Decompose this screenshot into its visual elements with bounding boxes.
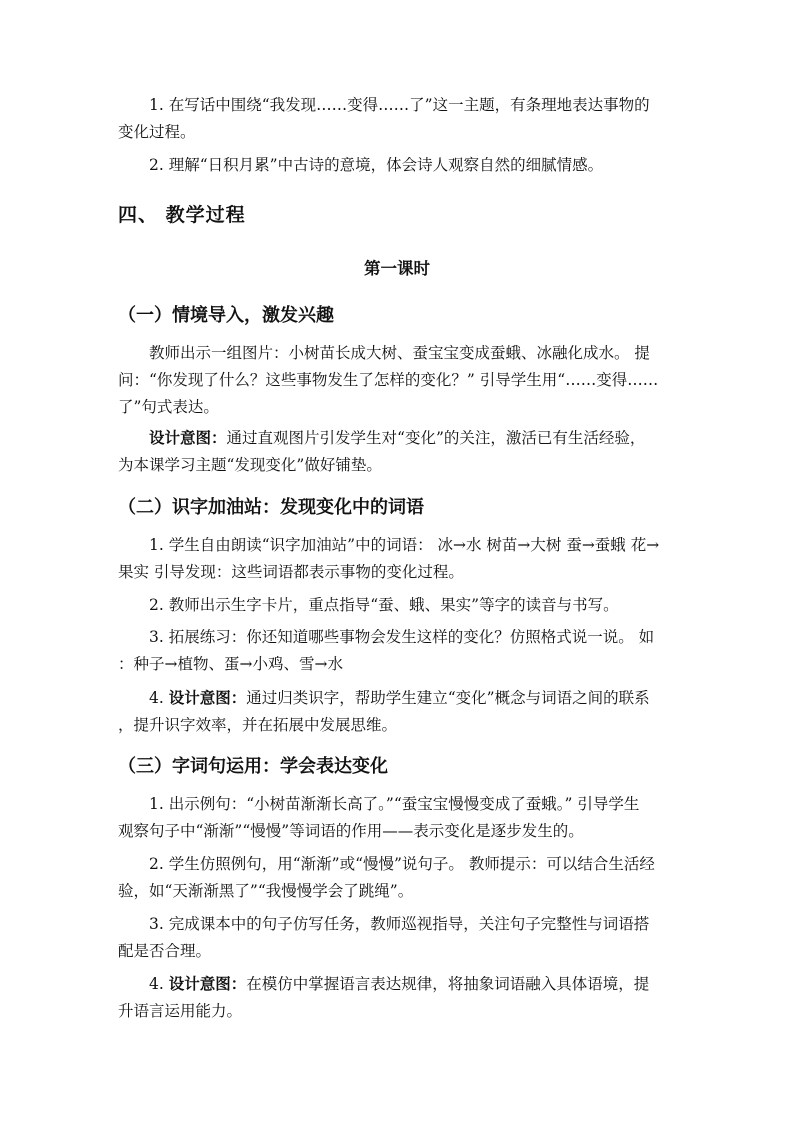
part-1-design-intent-line-2: 为本课学习主题“发现变化”做好铺垫。 <box>118 456 382 474</box>
item-number: 4. <box>149 975 169 993</box>
part-3-item-4 <box>118 970 676 1025</box>
part-2-item-1-line-2: 果实 引导发现：这些词语都表示事物的变化过程。 <box>118 563 464 581</box>
part-3-item-2 <box>118 851 676 905</box>
part-3-item-1 <box>118 791 676 845</box>
part-1-paragraph <box>118 340 676 421</box>
part-2-item-4-line-1 <box>118 684 676 712</box>
part-3-item-1-line-2: 观察句子中“渐渐”“慢慢”等词语的作用——表示变化是逐步发生的。 <box>118 822 584 840</box>
objective-item-1 <box>118 92 676 146</box>
part-2-item-4-line-2: ，提升识字效率，并在拓展中发展思维。 <box>118 716 398 734</box>
part-3-item-3-line-1: 3. 完成课本中的句子仿写任务，教师巡视指导，关注句子完整性与词语搭 <box>149 915 650 933</box>
design-intent-label: 设计意图： <box>149 428 227 447</box>
part-2-item-2 <box>118 592 676 619</box>
part-2-item-3-line-1: 3. 拓展练习：你还知道哪些事物会发生这样的变化？仿照格式说一说。 如 <box>149 628 655 646</box>
part-1-paragraph-line-3: 了”句式表达。 <box>118 398 219 416</box>
part-1-design-intent-line-1 <box>118 424 676 452</box>
part-2-item-4 <box>118 684 676 739</box>
part-3-item-2-line-1: 2. 学生仿照例句，用“渐渐”或“慢慢”说句子。 教师提示：可以结合生活经 <box>149 855 655 873</box>
lesson-title: 第一课时 <box>364 259 430 278</box>
part-2-item-1 <box>118 532 676 586</box>
part-1-heading: （一）情境导入，激发兴趣 <box>118 305 334 326</box>
section-heading-teaching-process: 四、 教学过程 <box>118 204 246 226</box>
part-2-item-1-line-1: 1. 学生自由朗读“识字加油站”中的词语： 冰→水 树苗→大树 蚕→蚕蛾 花→ <box>149 536 660 554</box>
part-2-item-3 <box>118 624 676 678</box>
part-2-heading: （二）识字加油站：发现变化中的词语 <box>118 497 424 518</box>
part-1-paragraph-line-1: 教师出示一组图片：小树苗长成大树、蚕宝宝变成蚕蛾、冰融化成水。 提 <box>149 344 650 362</box>
part-3-heading: （三）字词句运用：学会表达变化 <box>118 756 388 777</box>
part-3-item-4-line-1 <box>118 970 676 998</box>
design-intent-text: 通过直观图片引发学生对“变化”的关注，激活已有生活经验， <box>226 429 646 447</box>
objective-item-1-line-2: 变化过程。 <box>118 123 196 141</box>
part-2-item-2-line-1: 2. 教师出示生字卡片，重点指导“蚕、蛾、果实”等字的读音与书写。 <box>149 596 619 614</box>
objective-item-2 <box>118 152 676 179</box>
design-intent-label: 设计意图： <box>168 688 247 707</box>
part-3-item-1-line-1: 1. 出示例句：“小树苗渐渐长高了。”“蚕宝宝慢慢变成了蚕蛾。” 引导学生 <box>149 795 640 813</box>
part-3-item-2-line-2: 验，如“天渐渐黑了”“我慢慢学会了跳绳”。 <box>118 882 414 900</box>
item-number: 4. <box>149 689 169 707</box>
part-2-item-3-line-2: ：种子→植物、蛋→小鸡、雪→水 <box>118 655 343 673</box>
part-1-paragraph-line-2: 问：“你发现了什么？这些事物发生了怎样的变化？” 引导学生用“……变得…… <box>118 371 659 389</box>
part-3-item-4-line-2: 升语言运用能力。 <box>118 1002 243 1020</box>
objective-item-2-line-1: 2. 理解“日积月累”中古诗的意境，体会诗人观察自然的细腻情感。 <box>149 156 604 174</box>
design-intent-label: 设计意图： <box>168 974 247 993</box>
part-3-item-3 <box>118 911 676 965</box>
part-1-design-intent <box>118 424 676 479</box>
objective-item-1-line-1: 1. 在写话中围绕“我发现……变得……了”这一主题，有条理地表达事物的 <box>149 96 650 114</box>
design-intent-text: 在模仿中掌握语言表达规律，将抽象词语融入具体语境，提 <box>246 975 650 993</box>
part-3-item-3-line-2: 配是否合理。 <box>118 942 212 960</box>
design-intent-text: 通过归类识字，帮助学生建立“变化”概念与词语之间的联系 <box>246 689 650 707</box>
